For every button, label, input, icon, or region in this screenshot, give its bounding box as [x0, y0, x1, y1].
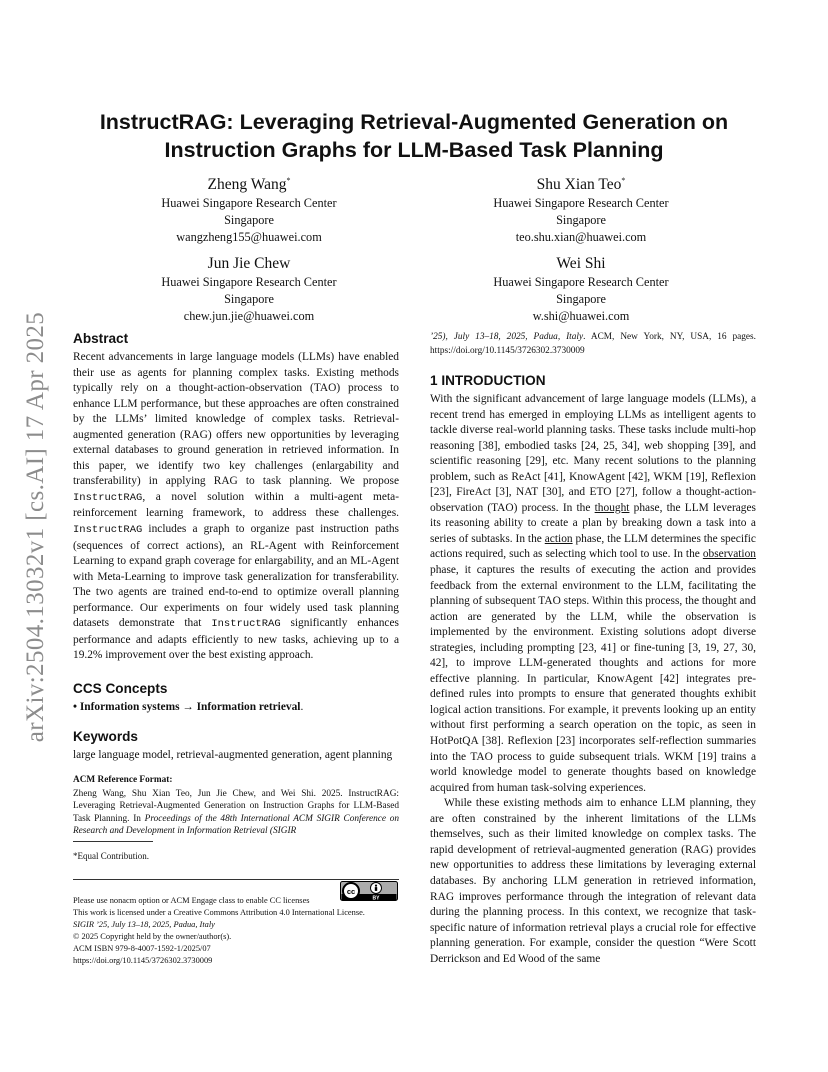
reference-format-continued: ’25), July 13–18, 2025, Padua, Italy. ACM, New York, NY, USA, 16 pages. https://doi.org/10.1145/3726302.3730009 — [430, 332, 756, 356]
author-block — [421, 175, 741, 245]
abstract-heading: Abstract — [73, 331, 129, 346]
isbn-line: ACM ISBN 979-8-4007-1592-1/2025/07 — [73, 944, 211, 953]
author-email[interactable]: wangzheng155@huawei.com — [176, 229, 322, 244]
copyright-line: © 2025 Copyright held by the owner/author(s). — [73, 932, 232, 941]
author-block — [89, 254, 409, 324]
title-line-1: InstructRAG: Leveraging Retrieval-Augmented Generation on — [99, 110, 729, 134]
cc-badge-label: BY — [372, 895, 380, 901]
author-name: Shu Xian Teo — [536, 176, 622, 193]
system-name: InstructRAG — [211, 618, 281, 631]
system-name: InstructRAG — [73, 524, 143, 537]
paper-title — [60, 108, 768, 164]
ccs-concepts: • Information systems → Information retrieval. — [73, 700, 304, 713]
author-email[interactable]: teo.shu.xian@huawei.com — [515, 229, 647, 244]
author-affiliation: Huawei Singapore Research Center — [493, 275, 669, 289]
title-line-2: Instruction Graphs for LLM-Based Task Planning — [164, 138, 664, 162]
intro-paragraph-1: With the significant advancement of large language models (LLMs), a recent trend has emerged in employing LLMs as intelligent agents to tackle diverse real-world planning tasks. These tasks include multi-hop reasoning [38], embodied tasks [24, 25, 34], web shopping [39], and scientific reasoning [29], etc. Many recent solutions to the planning problem, such as ReAct [41], KnowAgent [42], WKM [19], Reflexion [23], FireAct [3], NAT [30], and ETO [27], follow a thought-action-observation (TAO) process. In the thought phase, the LLM leverages its reasoning ability to create a plan by breaking down a task into a series of subtasks. In the action phase, the LLM determines the specific actions required, such as selecting which tool to use. In the observation phase, it captures the results of executing the action and provides feedback from the external environment to the LLM, facilitating the planning of subsequent TAO steps. Within this process, the thought and action are generated by the LLM, while the observation is implemented by the environment. Existing solutions adopt diverse strategies, including prompting [23, 41] or fine-tuning [3, 19, 27, 30, 42], to improve LLM-generated thoughts and actions for more effective planning. In particular, KnowAgent [42] integrates pre-defined rules into prompts to ensure that generated thoughts exhibit logical action transitions. For example, it prevents looking up an entity without first performing a search operation on the topic, as seen in HotPotQA [38]. Reflexion [23] incorporates self-reflection summaries into the TAO process to guide subsequent trials. WKM [19] trains a world knowledge model to generate thoughts based on knowledge acquired from human task-solving experiences. — [430, 393, 756, 794]
equal-contribution-mark: * — [621, 175, 626, 185]
intro-paragraph-2: While these existing methods aim to enhance LLM planning, they are often constrained by the inherent limitations of the LLMs themselves, such as their limited knowledge on complex tasks. The rapid development of retrieval-augmented generation (RAG) provides new opportunities to address these limitations by leveraging external databases. By anchoring LLM generation in retrieved information, RAG improves performance through the integration of relevant data during the planning process. In this context, we recognize that task-specific nature of information retrieval plays a crucial role for effective planning generation. For example, consider the question “Were Scott Derrickson and Ed Wood of the same — [430, 797, 756, 965]
ccs-heading: CCS Concepts — [73, 680, 168, 696]
license-statement[interactable]: This work is licensed under a Creative Commons Attribution 4.0 International License. — [73, 908, 365, 917]
arxiv-side-stamp — [14, 292, 58, 762]
license-note: Please use nonacm option or ACM Engage class to enable CC licenses — [73, 896, 310, 905]
doi-link[interactable]: https://doi.org/10.1145/3726302.3730009 — [73, 956, 213, 965]
arxiv-identifier: arXiv:2504.13032v1 [cs.AI] 17 Apr 2025 — [22, 311, 49, 743]
right-column — [430, 330, 756, 967]
equal-contribution-mark: * — [286, 175, 291, 185]
author-email[interactable]: w.shi@huawei.com — [532, 308, 630, 323]
license-rule — [73, 879, 399, 880]
author-affiliation: Huawei Singapore Research Center — [493, 196, 669, 210]
footnote-equal-contribution: *Equal Contribution. — [73, 851, 149, 861]
keywords-text: large language model, retrieval-augmented generation, agent planning — [73, 749, 393, 762]
author-name: Jun Jie Chew — [207, 255, 291, 272]
underlined-term: observation — [702, 548, 756, 561]
author-affiliation: Huawei Singapore Research Center — [161, 275, 337, 289]
underlined-term: action — [544, 532, 573, 545]
system-name: InstructRAG — [73, 491, 143, 504]
author-name: Zheng Wang — [207, 176, 287, 193]
venue-line: SIGIR ’25, July 13–18, 2025, Padua, Italy — [73, 920, 215, 929]
license-block — [73, 895, 399, 967]
author-country: Singapore — [224, 291, 274, 306]
author-country: Singapore — [224, 212, 274, 227]
underlined-term: thought — [594, 501, 630, 514]
reference-format-text: Zheng Wang, Shu Xian Teo, Jun Jie Chew, and Wei Shi. 2025. InstructRAG: Leveraging Retrieval-Augmented Generation on Instruction Graphs for LLM-Based Task Planning. In Proceedings of the 48th International ACM SIGIR Conference on Research and Development in Information Retrieval (SIGIR — [73, 788, 399, 837]
left-column — [73, 330, 399, 838]
svg-text:cc: cc — [346, 886, 356, 896]
author-block — [89, 175, 409, 245]
abstract-text: Recent advancements in large language models (LLMs) have enabled their use as agents for planning complex tasks. Existing methods typically rely on a thought-action-observation (TAO) process to enhance LLM performance, but these approaches are often constrained by the LLMs’ limited knowledge of complex tasks. Retrieval-augmented generation (RAG) offers new opportunities by leveraging external databases to ground generation in retrieved information. In this paper, we identify two key challenges (enlargability and transferability) in applying RAG to task planning. We propose InstructRAG, a novel solution within a multi-agent meta-reinforcement learning framework, to address these challenges. InstructRAG includes a graph to organize past instruction paths (sequences of correct actions), an RL-Agent with Reinforcement Learning to expand graph coverage for enlargability, and an ML-Agent with Meta-Learning to improve task generalization for transferability. The two agents are trained end-to-end to optimize overall planning performance. Our experiments on four widely used task planning datasets demonstrate that InstructRAG significantly enhances performance and adapts efficiently to new tasks, achieving up to a 19.2% improvement over the best existing approach. — [73, 351, 399, 662]
keywords-heading: Keywords — [73, 729, 138, 745]
footnote-rule — [73, 841, 153, 842]
reference-format-heading: ACM Reference Format: — [73, 775, 173, 786]
introduction-heading: 1 INTRODUCTION — [430, 373, 546, 388]
author-affiliation: Huawei Singapore Research Center — [161, 196, 337, 210]
author-country: Singapore — [556, 212, 606, 227]
author-name: Wei Shi — [556, 255, 606, 272]
author-country: Singapore — [556, 291, 606, 306]
author-block — [421, 254, 741, 324]
author-email[interactable]: chew.jun.jie@huawei.com — [183, 308, 315, 323]
